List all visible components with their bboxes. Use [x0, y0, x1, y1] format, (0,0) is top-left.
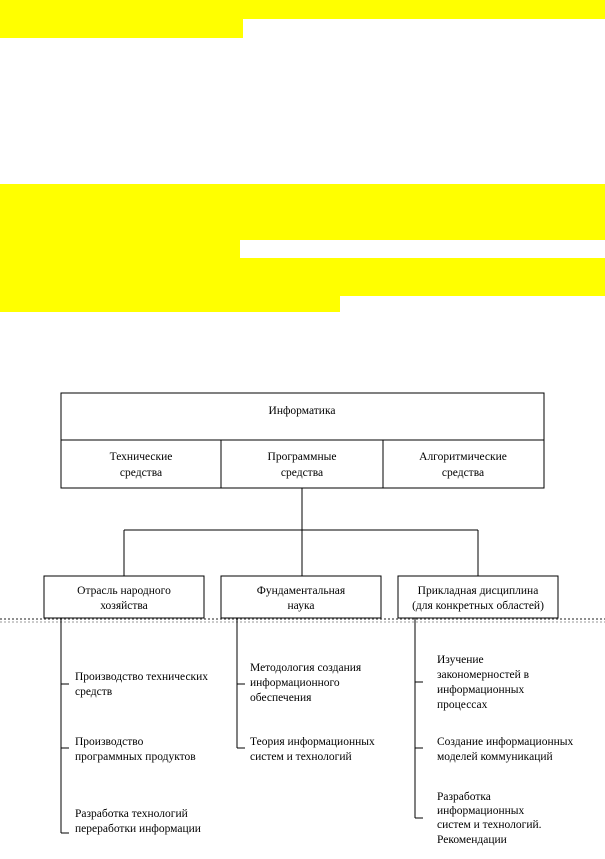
science-item-2-line-2: систем и технологий	[250, 751, 352, 763]
applied-item-1-line-2: закономерностей в	[437, 669, 530, 681]
applied-item-1-line-4: процессах	[437, 699, 488, 711]
root-title: Информатика	[268, 405, 336, 417]
science-item-2-line-1: Теория информационных	[250, 736, 375, 748]
applied-item-3-line-4: Рекомендации	[437, 834, 507, 846]
means-software-line-1: Программные	[267, 451, 337, 463]
economy-item-3-line-1: Разработка технологий	[75, 808, 188, 820]
economy-item-2-line-1: Производство	[75, 736, 144, 748]
economy-item-2-line-2: программных продуктов	[75, 751, 196, 763]
economy-item-1-line-2: средств	[75, 686, 113, 698]
means-algorithmic-line-1: Алгоритмические	[419, 451, 507, 463]
means-technical-line-2: средства	[119, 467, 163, 479]
page-break-line	[0, 619, 605, 622]
branch-connectors	[124, 488, 478, 576]
branch-economy-line-1: Отрасль народного	[77, 585, 171, 597]
science-item-1-line-1: Методология создания	[250, 662, 362, 674]
branch-applied-line-2: (для конкретных областей)	[412, 600, 544, 612]
economy-item-1-line-1: Производство технических	[75, 671, 209, 683]
economy-item-3-line-2: переработки информации	[75, 823, 201, 835]
branch-science-line-2: наука	[287, 600, 315, 612]
means-algorithmic-line-2: средства	[441, 467, 485, 479]
applied-item-1-line-3: информационных	[437, 684, 525, 696]
economy-brackets	[61, 618, 69, 833]
applied-item-1-line-1: Изучение	[437, 654, 484, 666]
applied-brackets	[415, 618, 423, 818]
branch-economy-line-2: хозяйства	[100, 600, 148, 612]
means-technical-line-1: Технические	[109, 451, 173, 463]
science-brackets	[237, 618, 245, 748]
branch-science-line-1: Фундаментальная	[256, 585, 346, 597]
applied-item-3-line-3: систем и технологий.	[437, 819, 542, 831]
science-item-1-line-3: обеспечения	[250, 692, 312, 704]
branch-applied-line-1: Прикладная дисциплина	[417, 585, 539, 597]
applied-item-3-line-1: Разработка	[437, 791, 491, 803]
applied-item-2-line-1: Создание информационных	[437, 736, 574, 748]
applied-item-3-line-2: информационных	[437, 805, 525, 817]
means-software-line-2: средства	[280, 467, 324, 479]
science-item-1-line-2: информационного	[250, 677, 340, 689]
applied-item-2-line-2: моделей коммуникаций	[437, 751, 553, 763]
